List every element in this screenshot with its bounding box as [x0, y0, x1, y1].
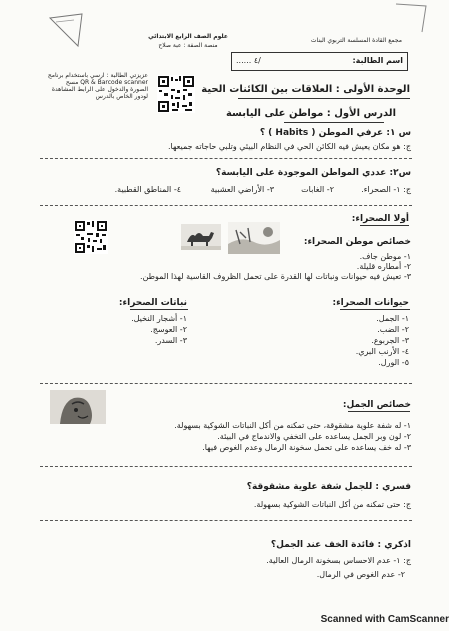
class-label: /٤ ......	[236, 56, 261, 65]
desert-animal-item: ٤- الأرنب البري.	[355, 347, 409, 356]
desert-heading-underline	[360, 225, 409, 226]
section-divider	[40, 383, 412, 384]
desert-animal-item: ٢- الضب.	[377, 325, 409, 334]
q1-answer: ج: هو مكان يعيش فيه الكائن الحي في النظام البيئي وتلبي حاجاته جميعها.	[168, 142, 411, 151]
desert-animal-item: ٣- الجربوع.	[371, 336, 409, 345]
desert-features-heading: خصائص موطن الصحراء:	[303, 237, 411, 247]
school-right-title: مجمع القادة المسلسة التربوي البنات	[310, 37, 402, 44]
desert-feature-item: ٢- أمطاره قليلة.	[356, 262, 411, 271]
desert-plant-item: ١- أشجار النخيل.	[131, 314, 187, 323]
section-divider	[40, 466, 412, 467]
desert-landscape-photo	[228, 222, 280, 254]
q2-item-grasslands: ٣- الأراضي العشبية	[210, 185, 274, 194]
desert-plants-list	[131, 313, 187, 346]
lesson-title-underline	[284, 122, 384, 123]
desert-animals-heading: حيوانات الصحراء:	[332, 298, 409, 308]
unit-title-underline	[238, 98, 410, 99]
desert-animal-item: ١- الجمل.	[376, 314, 409, 323]
lesson-title: الدرس الأول : مواطن على اليابسة	[225, 108, 396, 119]
section-divider	[40, 158, 412, 159]
q1-question: س ١: عرفي الموطن ( Habits ) ؟	[259, 128, 411, 138]
camel-photo	[181, 224, 221, 250]
school-left-title: علوم الصف الرابع الابتدائي	[148, 33, 228, 40]
student-name-label: اسم الطالبة:	[352, 56, 403, 65]
qr-code-icon[interactable]	[157, 75, 195, 113]
section-divider	[40, 520, 412, 521]
q2-item-polar: ٤- المناطق القطبية.	[114, 185, 181, 194]
desert-animals-underline	[340, 309, 410, 310]
folded-corner-icon	[48, 12, 88, 52]
desert-plant-item: ٣- السدر.	[154, 336, 187, 345]
desert-animals-list	[356, 313, 409, 368]
camel-face-photo	[50, 390, 106, 424]
camel-heading-underline	[348, 411, 410, 412]
camel-feature-item: ٣- له خف يساعده على تحمل سخونة الرمال وعدم الغوص فيها.	[202, 443, 411, 452]
desert-feature-item: ٣- تعيش فيه حيوانات ونباتات لها القدرة على تحمل الظروف القاسية لهذا الموطن.	[140, 272, 411, 281]
camel-features-heading: خصائص الجمل:	[342, 400, 411, 410]
qr-note	[44, 72, 148, 100]
camel-feature-item: ١- له شفة علوية مشقوقة، حتى تمكنه من أكل النباتات الشوكية بسهولة.	[174, 421, 411, 430]
q4-question: اذكري : فائدة الخف عند الجمل؟	[270, 540, 411, 550]
section-divider	[40, 205, 412, 206]
qr-note-line-2: QR & Barcode scanner مسح	[65, 79, 148, 86]
camel-feature-item: ٢- لون وبر الجمل يساعده على التخفي والاندماج في البيئة.	[217, 432, 411, 441]
qr-code-desert-icon[interactable]	[74, 220, 108, 254]
q2-item-forests: ٢- الغابات	[301, 185, 334, 194]
desert-plants-underline	[130, 309, 188, 310]
qr-note-line-3: الصورة والدخول على الرابط المشاهدة	[51, 86, 148, 93]
q3-question: فسري : للجمل شفة علوية مشقوقة؟	[246, 482, 411, 492]
desert-heading: أولا الصحراء:	[351, 214, 409, 224]
camel-features-list	[174, 420, 411, 453]
name-box[interactable]	[231, 52, 408, 71]
unit-title: الوحدة الأولى : العلاقات بين الكائنات الحية	[201, 84, 410, 95]
qr-note-line-4: لودور الخاص بالدرس	[95, 93, 148, 100]
desert-feature-item: ١- موطن جاف.	[359, 252, 411, 261]
q3-answer: ج: حتى تمكنه من أكل النباتات الشوكية بسهولة.	[253, 500, 411, 509]
q2-answer-prefix: ج: ١- الصحراء.	[361, 185, 411, 194]
camscanner-watermark: Scanned with CamScanner	[320, 614, 449, 625]
school-left-subtitle: منصة الصفة : عبة صلاح	[158, 42, 218, 49]
desert-features-list	[140, 252, 411, 282]
desert-animal-item: ٥- الورل.	[378, 358, 409, 367]
q4-answer-1: ج: ١- عدم الاحساس بسخونة الرمال العالية.	[266, 556, 411, 565]
q2-question: س٢: عددي المواطن الموجودة على اليابسة؟	[215, 168, 411, 178]
qr-note-line-1: عزيزتي الطالبة : ارسي باستخدام برنامج	[47, 72, 148, 79]
desert-plant-item: ٢- العوسج.	[150, 325, 187, 334]
clip-corner-icon	[392, 2, 432, 36]
desert-plants-heading: نباتات الصحراء:	[118, 298, 187, 308]
q4-answer-2: ٢- عدم الغوص في الرمال.	[316, 570, 405, 579]
